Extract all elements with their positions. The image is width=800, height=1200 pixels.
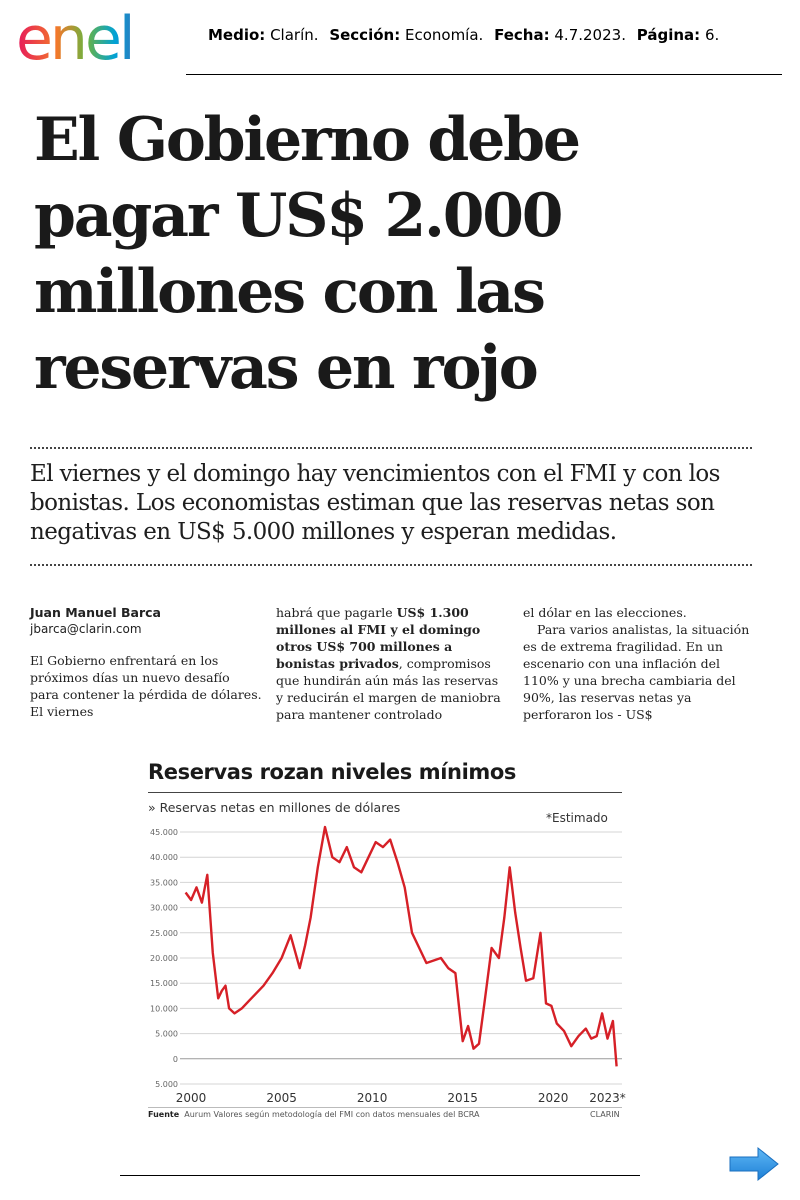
body-highlight: US$ 1.300 millones al FMI y el domingo otros US$ 700 millones a bonistas privados bbox=[276, 605, 481, 671]
y-tick-label: 35.000 bbox=[150, 878, 178, 888]
enel-logo bbox=[16, 6, 181, 68]
body-column-3 bbox=[523, 604, 755, 723]
chart-credit: CLARIN bbox=[590, 1110, 620, 1119]
deck: El viernes y el domingo hay vencimientos con el FMI y con los bonistas. Los economistas estiman que las reservas netas son negativas en US$ 5.000 millones y esperan medidas. bbox=[30, 461, 720, 545]
headline: El Gobierno debe pagar US$ 2.000 millones con las reservas en rojo bbox=[34, 105, 579, 403]
body-column-2 bbox=[276, 604, 508, 723]
byline-name: Juan Manuel Barca bbox=[30, 605, 161, 620]
seccion-label: Sección: bbox=[329, 26, 401, 44]
y-tick-label: 25.000 bbox=[150, 928, 178, 938]
body-text: , compromisos que hundirán aún más las reservas y reducirán el margen de maniobra para mantener controlado bbox=[276, 656, 501, 722]
reserves-series-line bbox=[186, 827, 617, 1066]
publication-meta bbox=[208, 26, 725, 44]
fecha-label: Fecha: bbox=[494, 26, 550, 44]
chart-title: Reservas rozan niveles mínimos bbox=[148, 760, 516, 784]
deck-top-divider bbox=[30, 447, 752, 449]
x-tick-label: 2023* bbox=[589, 1091, 626, 1105]
x-tick-label: 2020 bbox=[537, 1091, 569, 1105]
y-tick-label: 45.000 bbox=[150, 828, 178, 837]
medio-value: Clarín. bbox=[270, 26, 319, 44]
source-label: Fuente bbox=[148, 1110, 180, 1119]
arrow-right-icon[interactable] bbox=[728, 1146, 780, 1182]
body-column-1 bbox=[30, 604, 262, 720]
deck-bottom-divider bbox=[30, 564, 752, 566]
body-paragraph: el dólar en las elecciones. bbox=[523, 605, 687, 620]
body-text: habrá que pagarle bbox=[276, 605, 397, 620]
source-divider bbox=[148, 1107, 622, 1108]
pagina-label: Página: bbox=[636, 26, 701, 44]
y-tick-label: 15.000 bbox=[150, 979, 178, 989]
footer-divider bbox=[120, 1175, 640, 1176]
header-divider bbox=[186, 74, 782, 75]
fecha-value: 4.7.2023. bbox=[554, 26, 626, 44]
svg-text:enel: enel bbox=[16, 6, 133, 68]
x-tick-label: 2015 bbox=[447, 1091, 478, 1105]
chart-subtitle: » Reservas netas en millones de dólares bbox=[148, 800, 401, 815]
body-paragraph bbox=[276, 604, 508, 723]
seccion-value: Economía. bbox=[404, 26, 484, 44]
medio-label: Medio: bbox=[208, 26, 266, 44]
y-tick-label: 10.000 bbox=[150, 1004, 178, 1014]
y-tick-label: 5.000 bbox=[155, 1080, 178, 1089]
y-tick-label: 5.000 bbox=[155, 1029, 178, 1039]
y-tick-label: 20.000 bbox=[150, 954, 178, 963]
x-tick-label: 2005 bbox=[266, 1091, 297, 1105]
chart-title-divider bbox=[148, 792, 622, 793]
y-tick-label: 30.000 bbox=[150, 903, 178, 913]
chart-estimate-note: *Estimado bbox=[546, 811, 608, 825]
source-text: Aurum Valores según metodología del FMI con datos mensuales del BCRA bbox=[184, 1110, 480, 1119]
x-tick-label: 2000 bbox=[175, 1091, 207, 1105]
body-paragraph: El Gobierno enfrentará en los próximos días un nuevo desafío para contener la pérdida de dólares. El viernes bbox=[30, 653, 262, 719]
byline-email: jbarca@clarin.com bbox=[30, 622, 142, 636]
body-paragraph: Para varios analistas, la situación es de extrema fragilidad. En un escenario con una inflación del 110% y una brecha cambiaria del 90%, las reservas netas ya perforaron los - US$ bbox=[523, 622, 750, 722]
chart-source bbox=[148, 1110, 480, 1119]
x-tick-label: 2010 bbox=[356, 1091, 388, 1105]
reserves-line-chart bbox=[140, 794, 630, 1106]
y-tick-label: 0 bbox=[172, 1054, 178, 1064]
y-tick-label: 40.000 bbox=[150, 853, 178, 863]
pagina-value: 6. bbox=[704, 26, 720, 44]
